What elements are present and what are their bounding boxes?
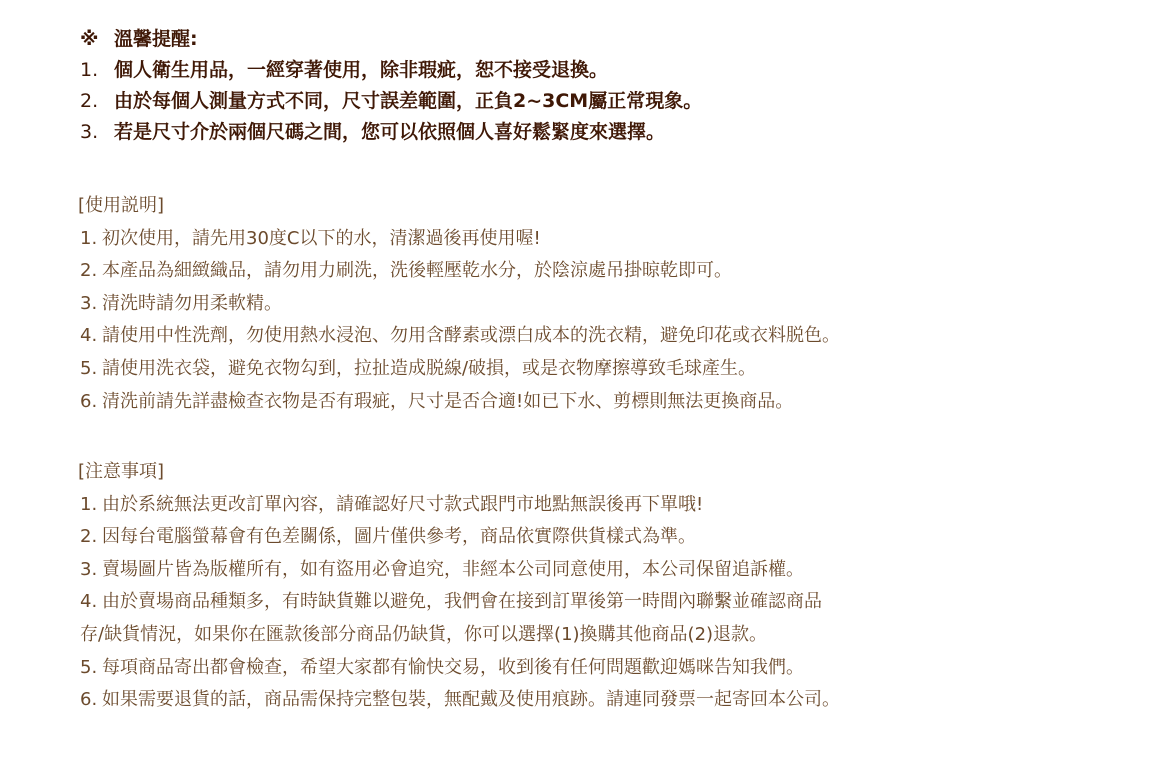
usage-item xyxy=(80,353,840,386)
reminder-item-number: 2. xyxy=(80,90,99,112)
notice-item-number: 3. xyxy=(80,558,98,580)
reminder-item-number: 1. xyxy=(80,59,99,81)
notice-item-number: 4. xyxy=(80,591,98,613)
usage-item xyxy=(80,288,840,321)
notice-item-text: 每項商品寄出都會檢查，希望大家都有愉快交易，收到後有任何問題歡迎媽咪告知我們。 xyxy=(102,656,804,678)
usage-item xyxy=(80,386,840,419)
notice-item xyxy=(80,489,840,522)
usage-item xyxy=(80,320,840,353)
notice-item-number: 5. xyxy=(80,656,98,678)
notice-item xyxy=(80,652,840,685)
usage-item xyxy=(80,223,840,256)
reminder-item-text: 由於每個人測量方式不同，尺寸誤差範圍，正負2~3CM屬正常現象。 xyxy=(114,90,703,112)
reminder-item-text: 個人衛生用品，一經穿著使用，除非瑕疵，恕不接受退換。 xyxy=(114,59,609,81)
usage-item-text: 本產品為細緻織品，請勿用力刷洗，洗後輕壓乾水分，於陰涼處吊掛晾乾即可。 xyxy=(102,260,732,282)
reminder-title xyxy=(80,24,702,55)
reference-mark-icon: ※ xyxy=(80,28,99,50)
notice-section xyxy=(80,456,840,717)
usage-item-text: 請使用中性洗劑，勿使用熱水浸泡、勿用含酵素或漂白成本的洗衣精，避免印花或衣料脱色。 xyxy=(102,325,840,347)
usage-item-number: 5. xyxy=(80,357,98,379)
usage-item-text: 清洗時請勿用柔軟精。 xyxy=(102,292,282,314)
reminder-item xyxy=(80,86,702,117)
reminder-item-number: 3. xyxy=(80,121,99,143)
notice-item xyxy=(80,521,840,554)
usage-item-text: 初次使用，請先用30度C以下的水，清潔過後再使用喔! xyxy=(102,227,541,249)
reminder-title-text: 溫馨提醒: xyxy=(114,28,198,50)
usage-item-number: 4. xyxy=(80,325,98,347)
usage-item-number: 3. xyxy=(80,292,98,314)
reminder-item-text: 若是尺寸介於兩個尺碼之間，您可以依照個人喜好鬆緊度來選擇。 xyxy=(114,121,666,143)
notice-item-text: 因每台電腦螢幕會有色差關係，圖片僅供參考，商品依實際供貨樣式為準。 xyxy=(102,526,696,548)
usage-item-text: 請使用洗衣袋，避免衣物勾到，拉扯造成脱線/破損，或是衣物摩擦導致毛球產生。 xyxy=(102,357,757,379)
notice-item-number: 2. xyxy=(80,526,98,548)
usage-item-number: 1. xyxy=(80,227,98,249)
notice-heading: [注意事項] xyxy=(78,461,165,482)
reminder-block xyxy=(80,24,702,148)
notice-item-text: 由於賣場商品種類多，有時缺貨難以避免，我們會在接到訂單後第一時間內聯繫並確認商品 xyxy=(102,591,822,613)
usage-item-number: 6. xyxy=(80,390,98,412)
notice-item-continuation xyxy=(80,619,840,652)
notice-item xyxy=(80,684,840,717)
usage-item xyxy=(80,255,840,288)
usage-heading: [使用説明] xyxy=(78,195,165,216)
notice-item xyxy=(80,586,840,619)
notice-item-text: 如果需要退貨的話，商品需保持完整包裝，無配戴及使用痕跡。請連同發票一起寄回本公司。 xyxy=(102,689,840,711)
usage-item-number: 2. xyxy=(80,260,98,282)
notice-item-number: 1. xyxy=(80,493,98,515)
notice-item-text: 賣場圖片皆為版權所有，如有盜用必會追究，非經本公司同意使用，本公司保留追訴權。 xyxy=(102,558,804,580)
usage-instructions-section xyxy=(80,190,840,418)
notice-item-text: 存/缺貨情況，如果你在匯款後部分商品仍缺貨，你可以選擇(1)換購其他商品(2)退款。 xyxy=(80,623,768,645)
notice-item xyxy=(80,554,840,587)
reminder-item xyxy=(80,55,702,86)
notice-item-text: 由於系統無法更改訂單內容，請確認好尺寸款式跟門市地點無誤後再下單哦! xyxy=(102,493,704,515)
reminder-item xyxy=(80,117,702,148)
usage-item-text: 清洗前請先詳盡檢查衣物是否有瑕疵，尺寸是否合適!如已下水、剪標則無法更換商品。 xyxy=(102,390,794,412)
notice-item-number: 6. xyxy=(80,689,98,711)
